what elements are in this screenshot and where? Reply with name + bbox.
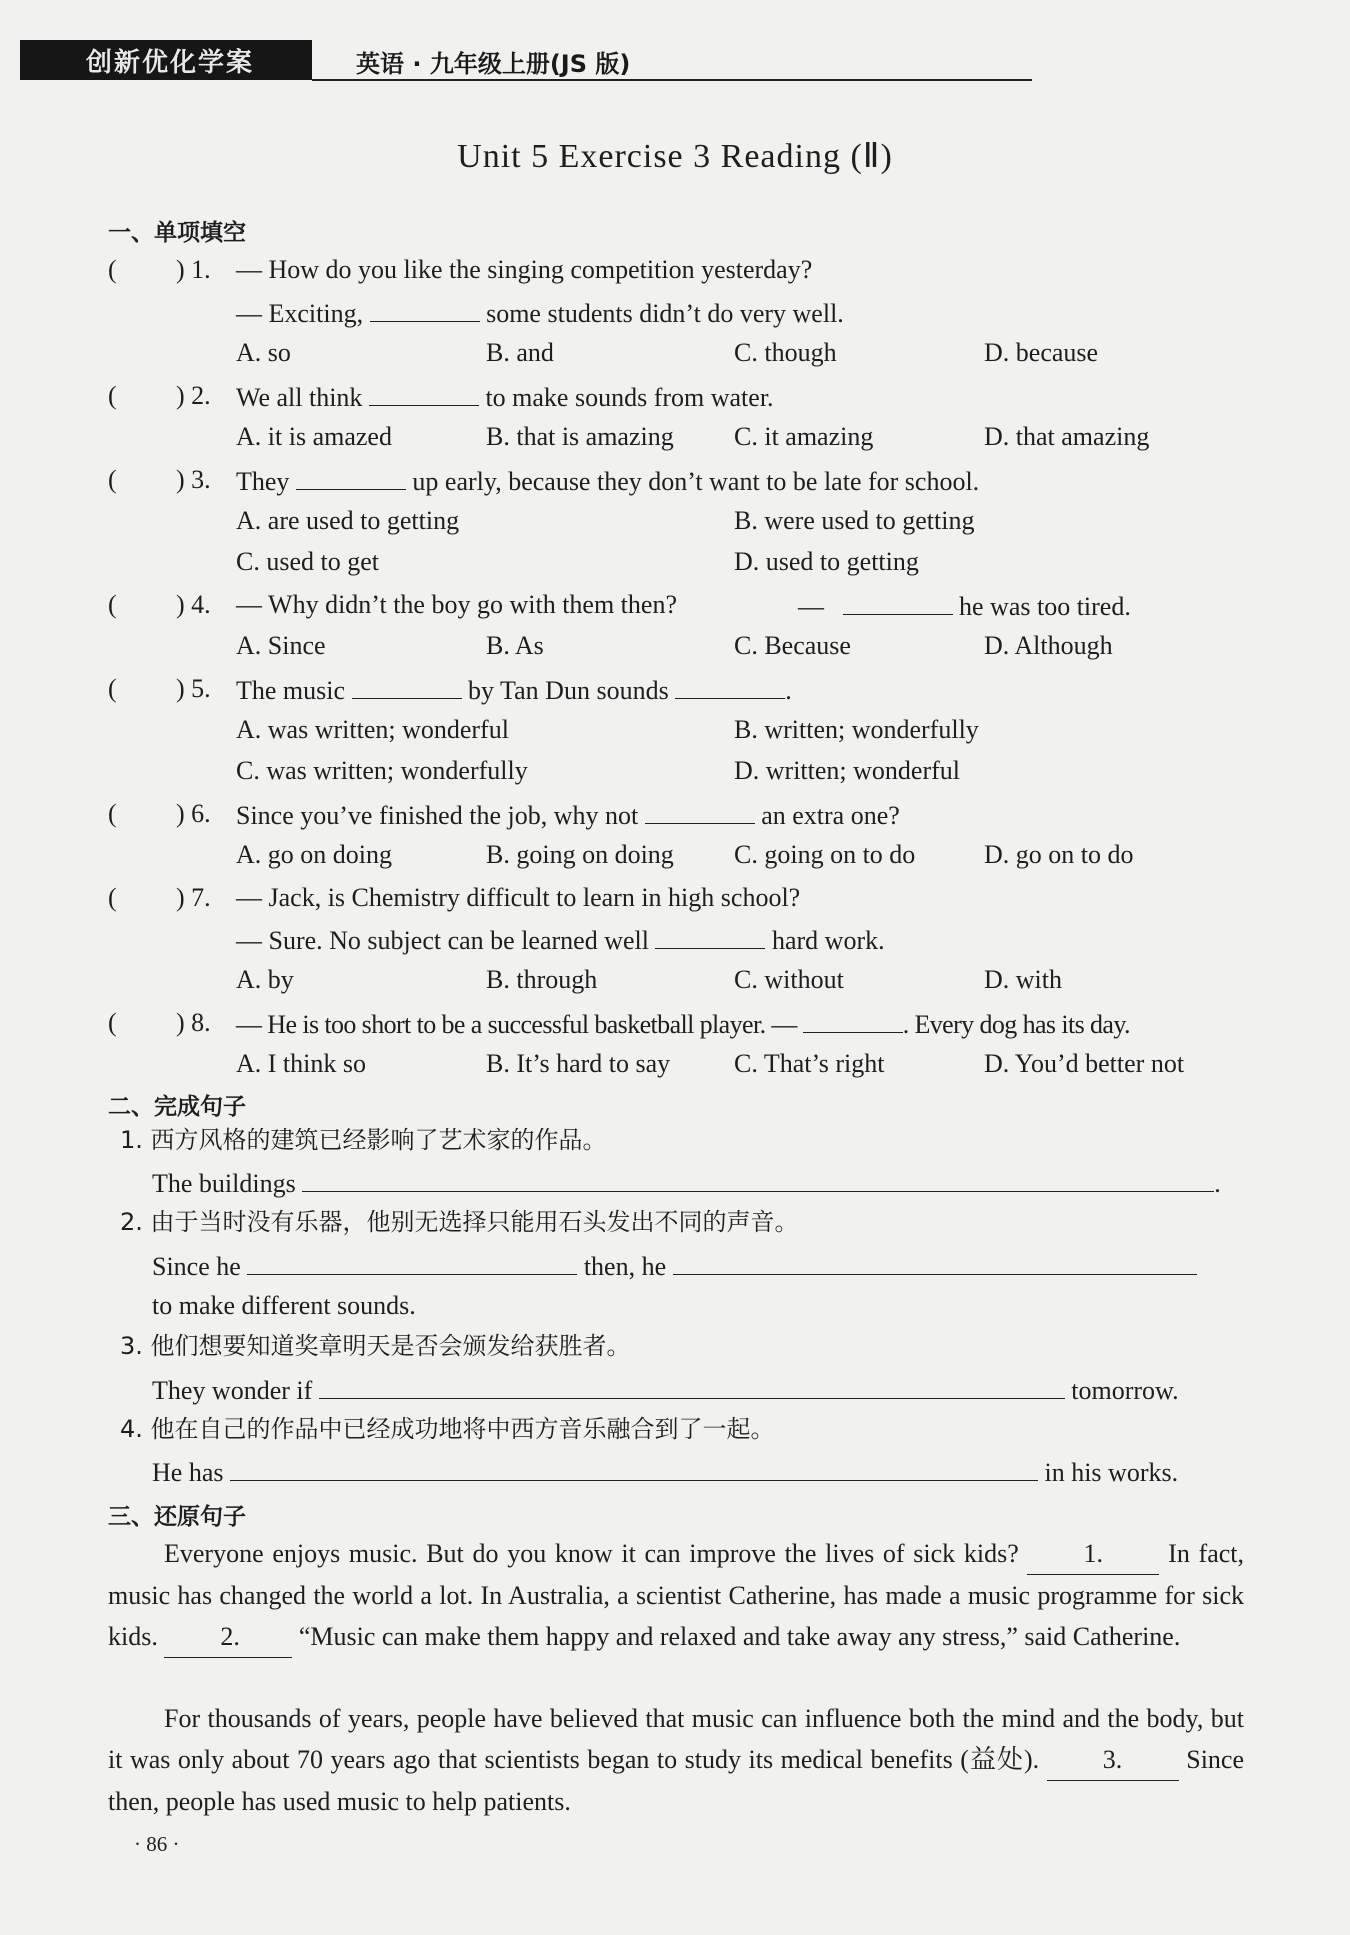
sentence-4-end: in his works. [1044, 1458, 1179, 1487]
q4-option-c: C. Because [734, 631, 851, 660]
q7-stem2-b: hard work. [771, 926, 885, 955]
q1-option-a: A. so [236, 338, 291, 367]
q2-number: ) 2. [176, 381, 211, 410]
q4-stem-a: — Why didn’t the boy go with them then? [236, 590, 677, 619]
answer-blank[interactable] [296, 467, 406, 490]
q2-stem-b: to make sounds from water. [485, 383, 774, 412]
answer-paren: ( [108, 255, 117, 284]
q3-option-c: C. used to get [236, 547, 379, 576]
q4-number: ) 4. [176, 590, 211, 619]
q8-option-b: B. It’s hard to say [486, 1049, 671, 1078]
answer-blank-2[interactable] [164, 1616, 292, 1658]
q2-option-d: D. that amazing [984, 422, 1150, 451]
passage-text: Since then, people has used music to help patients. [108, 1745, 1244, 1816]
answer-blank-3[interactable] [1047, 1739, 1179, 1781]
section-heading-1: 一、单项填空 [108, 220, 246, 246]
q1-stem: — How do you like the singing competition yesterday? [236, 255, 813, 284]
sentence-2-english [152, 1252, 1197, 1280]
q6-stem-a: Since you’ve finished the job, why not [236, 801, 639, 830]
subject-label: 英语 · 九年级上册(JS 版) [356, 50, 631, 78]
q3-option-a: A. are used to getting [236, 506, 460, 535]
answer-paren: ( [108, 590, 117, 619]
passage-text: Everyone enjoys music. But do you know it can improve the lives of sick kids? [164, 1539, 1019, 1568]
q6-option-a: A. go on doing [236, 840, 392, 869]
sentence-2-mid: then, he [583, 1252, 667, 1281]
q6-option-b: B. going on doing [486, 840, 674, 869]
q8-number: ) 8. [176, 1008, 211, 1037]
q4-option-d: D. Although [984, 631, 1113, 660]
passage-text: “Music can make them happy and relaxed and take away any stress,” said Catherine. [298, 1622, 1181, 1651]
q7-option-b: B. through [486, 965, 598, 994]
answer-blank[interactable] [803, 1010, 903, 1033]
q4-stem-b [798, 592, 1131, 620]
sentence-3-end: tomorrow. [1071, 1376, 1179, 1405]
q3-option-b: B. were used to getting [734, 506, 975, 535]
answer-line[interactable] [319, 1376, 1065, 1399]
q5-stem-a: The music [236, 676, 346, 705]
q1-stem2 [236, 299, 844, 327]
q8-option-c: C. That’s right [734, 1049, 885, 1078]
q6-option-d: D. go on to do [984, 840, 1134, 869]
answer-blank[interactable] [352, 676, 462, 699]
sentence-2-end: to make different sounds. [152, 1291, 416, 1320]
q6-stem-b: an extra one? [761, 801, 900, 830]
sentence-1-chinese: 1. 西方风格的建筑已经影响了艺术家的作品。 [120, 1126, 607, 1154]
sentence-4-lead: He has [152, 1458, 224, 1487]
sentence-1-lead: The buildings [152, 1169, 296, 1198]
q7-stem: — Jack, is Chemistry difficult to learn in high school? [236, 883, 801, 912]
q1-option-b: B. and [486, 338, 554, 367]
answer-paren: ( [108, 674, 117, 703]
q3-stem-a: They [236, 467, 290, 496]
q8-stem-a: — He is too short to be a successful basketball player. — [236, 1010, 797, 1039]
q1-number: ) 1. [176, 255, 211, 284]
answer-line[interactable] [673, 1252, 1197, 1275]
q6-number: ) 6. [176, 799, 211, 828]
q5-option-a: A. was written; wonderful [236, 715, 509, 744]
blank-number: 2. [220, 1622, 240, 1651]
q7-option-d: D. with [984, 965, 1062, 994]
answer-blank[interactable] [655, 926, 765, 949]
q7-option-c: C. without [734, 965, 844, 994]
q7-stem2-a: — Sure. No subject can be learned well [236, 926, 649, 955]
answer-blank[interactable] [675, 676, 785, 699]
section-heading-2: 二、完成句子 [108, 1094, 246, 1120]
q1-stem2-a: — Exciting, [236, 299, 364, 328]
q4-option-b: B. As [486, 631, 544, 660]
blank-number: 3. [1102, 1745, 1123, 1774]
q8-option-a: A. I think so [236, 1049, 366, 1078]
q2-option-c: C. it amazing [734, 422, 874, 451]
answer-blank-1[interactable] [1027, 1533, 1159, 1575]
answer-paren: ( [108, 799, 117, 828]
sentence-3-chinese: 3. 他们想要知道奖章明天是否会颁发给获胜者。 [120, 1332, 631, 1360]
q6-stem [236, 801, 900, 829]
q3-stem-b: up early, because they don’t want to be late for school. [412, 467, 980, 496]
q3-option-d: D. used to getting [734, 547, 919, 576]
q8-stem [236, 1010, 1130, 1038]
sentence-3-lead: They wonder if [152, 1376, 313, 1405]
q7-stem2 [236, 926, 885, 954]
section-heading-3: 三、还原句子 [108, 1504, 246, 1530]
q3-stem [236, 467, 979, 495]
answer-paren: ( [108, 883, 117, 912]
answer-paren: ( [108, 465, 117, 494]
q3-number: ) 3. [176, 465, 211, 494]
answer-line[interactable] [302, 1169, 1214, 1192]
q4-option-a: A. Since [236, 631, 326, 660]
passage-paragraph-2 [108, 1698, 1244, 1822]
q5-option-b: B. written; wonderfully [734, 715, 979, 744]
answer-line[interactable] [230, 1458, 1038, 1481]
answer-blank[interactable] [369, 383, 479, 406]
q1-option-c: C. though [734, 338, 837, 367]
answer-blank[interactable] [843, 592, 953, 615]
q2-stem [236, 383, 774, 411]
q2-stem-a: We all think [236, 383, 363, 412]
header-rule [312, 79, 1032, 81]
q2-option-a: A. it is amazed [236, 422, 392, 451]
q7-option-a: A. by [236, 965, 294, 994]
answer-blank[interactable] [645, 801, 755, 824]
q5-option-d: D. written; wonderful [734, 756, 961, 785]
q5-stem [236, 676, 792, 704]
q5-stem-b: by Tan Dun sounds [468, 676, 669, 705]
page-number: · 86 · [134, 1832, 180, 1856]
sentence-3-english [152, 1376, 1179, 1404]
passage-paragraph-1 [108, 1533, 1244, 1658]
passage-text: For thousands of years, people have believed that music can influence both the mind and the body, but it was only about 70 years ago that scientists began to study its medical benefits (益处). [108, 1704, 1244, 1774]
answer-paren: ( [108, 381, 117, 410]
brand-logo: 创新优化学案 [86, 48, 255, 78]
q8-stem-b: . Every dog has its day. [902, 1010, 1130, 1039]
sentence-1-end: . [1214, 1169, 1221, 1198]
q5-stem-c: . [785, 676, 792, 705]
q4-dash: — [798, 592, 824, 621]
q7-number: ) 7. [176, 883, 211, 912]
answer-paren: ( [108, 1008, 117, 1037]
q8-option-d: D. You’d better not [984, 1049, 1185, 1078]
sentence-2-chinese: 2. 由于当时没有乐器，他别无选择只能用石头发出不同的声音。 [120, 1208, 799, 1236]
blank-number: 1. [1083, 1539, 1103, 1568]
passage-text: In fact, music has changed the world a lot. In Australia, a scientist Catherine, has made a music programme for sick kids. [108, 1539, 1244, 1651]
answer-line[interactable] [247, 1252, 577, 1275]
sentence-2-lead: Since he [152, 1252, 241, 1281]
sentence-4-chinese: 4. 他在自己的作品中已经成功地将中西方音乐融合到了一起。 [120, 1415, 775, 1443]
sentence-1-english [152, 1169, 1221, 1197]
answer-blank[interactable] [370, 299, 480, 322]
q1-stem2-b: some students didn’t do very well. [486, 299, 844, 328]
sentence-4-english [152, 1458, 1178, 1486]
q6-option-c: C. going on to do [734, 840, 916, 869]
q1-option-d: D. because [984, 338, 1099, 367]
page-title: Unit 5 Exercise 3 Reading (Ⅱ) [457, 138, 893, 175]
q5-number: ) 5. [176, 674, 211, 703]
q2-option-b: B. that is amazing [486, 422, 674, 451]
q5-option-c: C. was written; wonderfully [236, 756, 528, 785]
q4-stem-b-text: he was too tired. [959, 592, 1131, 621]
